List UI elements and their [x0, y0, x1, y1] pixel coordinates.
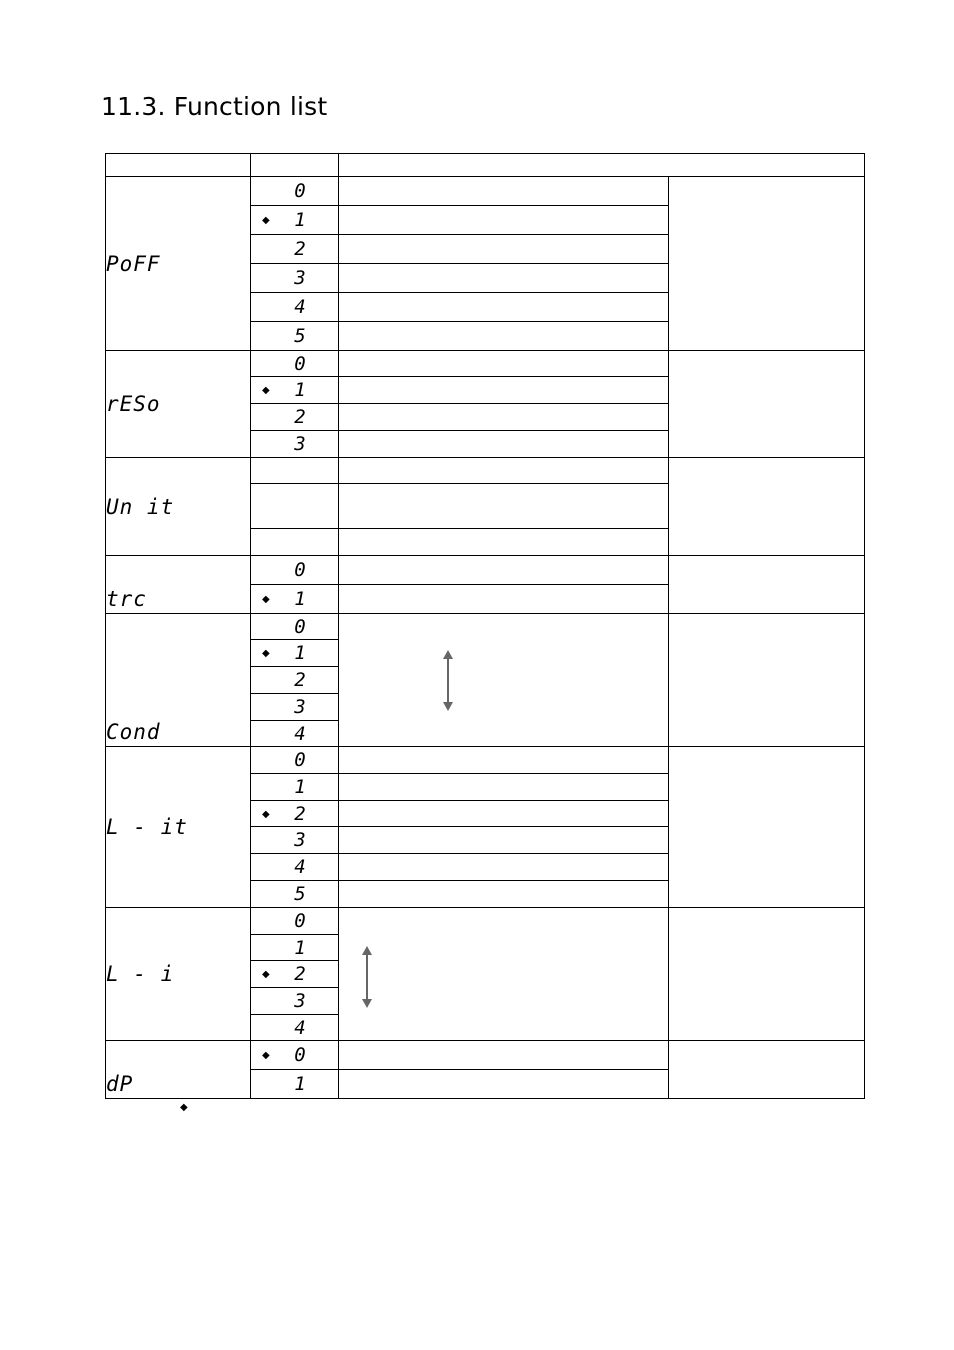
header-cell-item: [106, 154, 251, 177]
param-cell: 1: [251, 935, 339, 961]
page-title: 11.3. Function list: [101, 92, 328, 121]
table-header-row: [106, 154, 865, 177]
note-cell: [669, 1041, 865, 1099]
param-cell: 3: [251, 694, 339, 721]
note-cell: [669, 556, 865, 614]
item-cell: [106, 1041, 251, 1099]
param-cell: ◆ 1: [251, 585, 339, 614]
table-row: [106, 908, 865, 935]
table-row: [106, 747, 865, 774]
param-cell: 0: [251, 908, 339, 935]
description-cell: [339, 484, 669, 529]
description-cell: [339, 801, 669, 827]
item-code: trc: [106, 587, 147, 611]
param-cell: 5: [251, 881, 339, 908]
description-cell: [339, 854, 669, 881]
param-cell: 4: [251, 1015, 339, 1041]
param-cell: 3: [251, 827, 339, 854]
description-cell: [339, 264, 669, 293]
header-cell-parameter: [251, 154, 339, 177]
table-row: [106, 1041, 865, 1070]
item-code: L - i: [106, 962, 175, 986]
param-cell: ◆ 2: [251, 961, 339, 988]
note-cell: [669, 351, 865, 458]
description-cell: [339, 1070, 669, 1099]
description-cell: [339, 458, 669, 484]
description-cell: [339, 774, 669, 801]
note-cell: [669, 747, 865, 908]
note-cell: [669, 458, 865, 556]
description-cell: [339, 351, 669, 377]
note-cell: [669, 177, 865, 351]
description-cell: [339, 404, 669, 431]
header-cell-description: [339, 154, 865, 177]
param-cell: 0: [251, 556, 339, 585]
item-cell: [106, 458, 251, 556]
item-cell: [106, 908, 251, 1041]
param-cell: ◆ 1: [251, 640, 339, 667]
default-marker-icon: ◆: [262, 215, 270, 226]
item-code: Un it: [106, 494, 175, 519]
note-cell: [669, 908, 865, 1041]
description-cell: [339, 585, 669, 614]
note-cell: [669, 614, 865, 747]
param-cell: 2: [251, 235, 339, 264]
param-cell: ◆ 2: [251, 801, 339, 827]
param-cell: 1: [251, 774, 339, 801]
table-row: [106, 556, 865, 585]
param-cell: ◆ 1: [251, 377, 339, 404]
param-cell: 2: [251, 404, 339, 431]
item-cell: [106, 614, 251, 747]
default-marker-icon: ◆: [262, 808, 270, 820]
default-marker-icon: ◆: [262, 594, 270, 605]
item-code: L - it: [106, 815, 188, 839]
item-code: Cond: [106, 720, 161, 744]
param-cell: 0: [251, 614, 339, 640]
description-cell: [339, 235, 669, 264]
item-cell: [106, 747, 251, 908]
description-cell: [339, 747, 669, 774]
item-code: dP: [106, 1072, 134, 1096]
double-arrow-icon: [447, 658, 449, 703]
default-marker-icon: ◆: [262, 1050, 270, 1061]
item-code: rESo: [106, 392, 161, 416]
item-cell: [106, 556, 251, 614]
param-cell: ◆ 0: [251, 1041, 339, 1070]
param-cell: [251, 458, 339, 484]
description-cell: [339, 1041, 669, 1070]
param-cell: 1: [251, 1070, 339, 1099]
function-table: [105, 153, 865, 1099]
param-cell: ◆ 1: [251, 206, 339, 235]
table-row: [106, 458, 865, 484]
description-cell: [339, 556, 669, 585]
item-cell: [106, 351, 251, 458]
table-row: [106, 351, 865, 377]
description-cell: [339, 177, 669, 206]
item-cell: [106, 177, 251, 351]
param-cell: [251, 529, 339, 556]
param-cell: 2: [251, 667, 339, 694]
param-cell: 5: [251, 322, 339, 351]
table-row: [106, 177, 865, 206]
item-code: PoFF: [106, 251, 161, 276]
param-cell: 4: [251, 721, 339, 747]
param-cell: 4: [251, 293, 339, 322]
param-cell: 3: [251, 988, 339, 1015]
description-cell: [339, 431, 669, 458]
param-cell: 0: [251, 747, 339, 774]
table-row: [106, 614, 865, 640]
description-cell: [339, 293, 669, 322]
description-cell: [339, 881, 669, 908]
description-cell: [339, 377, 669, 404]
default-marker-legend-icon: ◆: [180, 1102, 188, 1113]
param-cell: [251, 484, 339, 529]
description-cell: [339, 614, 669, 747]
param-cell: 0: [251, 177, 339, 206]
param-cell: 3: [251, 431, 339, 458]
param-cell: 4: [251, 854, 339, 881]
description-cell: [339, 322, 669, 351]
description-cell: [339, 206, 669, 235]
double-arrow-icon: [366, 954, 368, 1000]
default-marker-icon: ◆: [262, 969, 270, 980]
description-cell: [339, 529, 669, 556]
param-cell: 3: [251, 264, 339, 293]
param-cell: 0: [251, 351, 339, 377]
description-cell: [339, 908, 669, 1041]
default-marker-icon: ◆: [262, 385, 270, 396]
description-cell: [339, 827, 669, 854]
default-marker-icon: ◆: [262, 648, 270, 659]
